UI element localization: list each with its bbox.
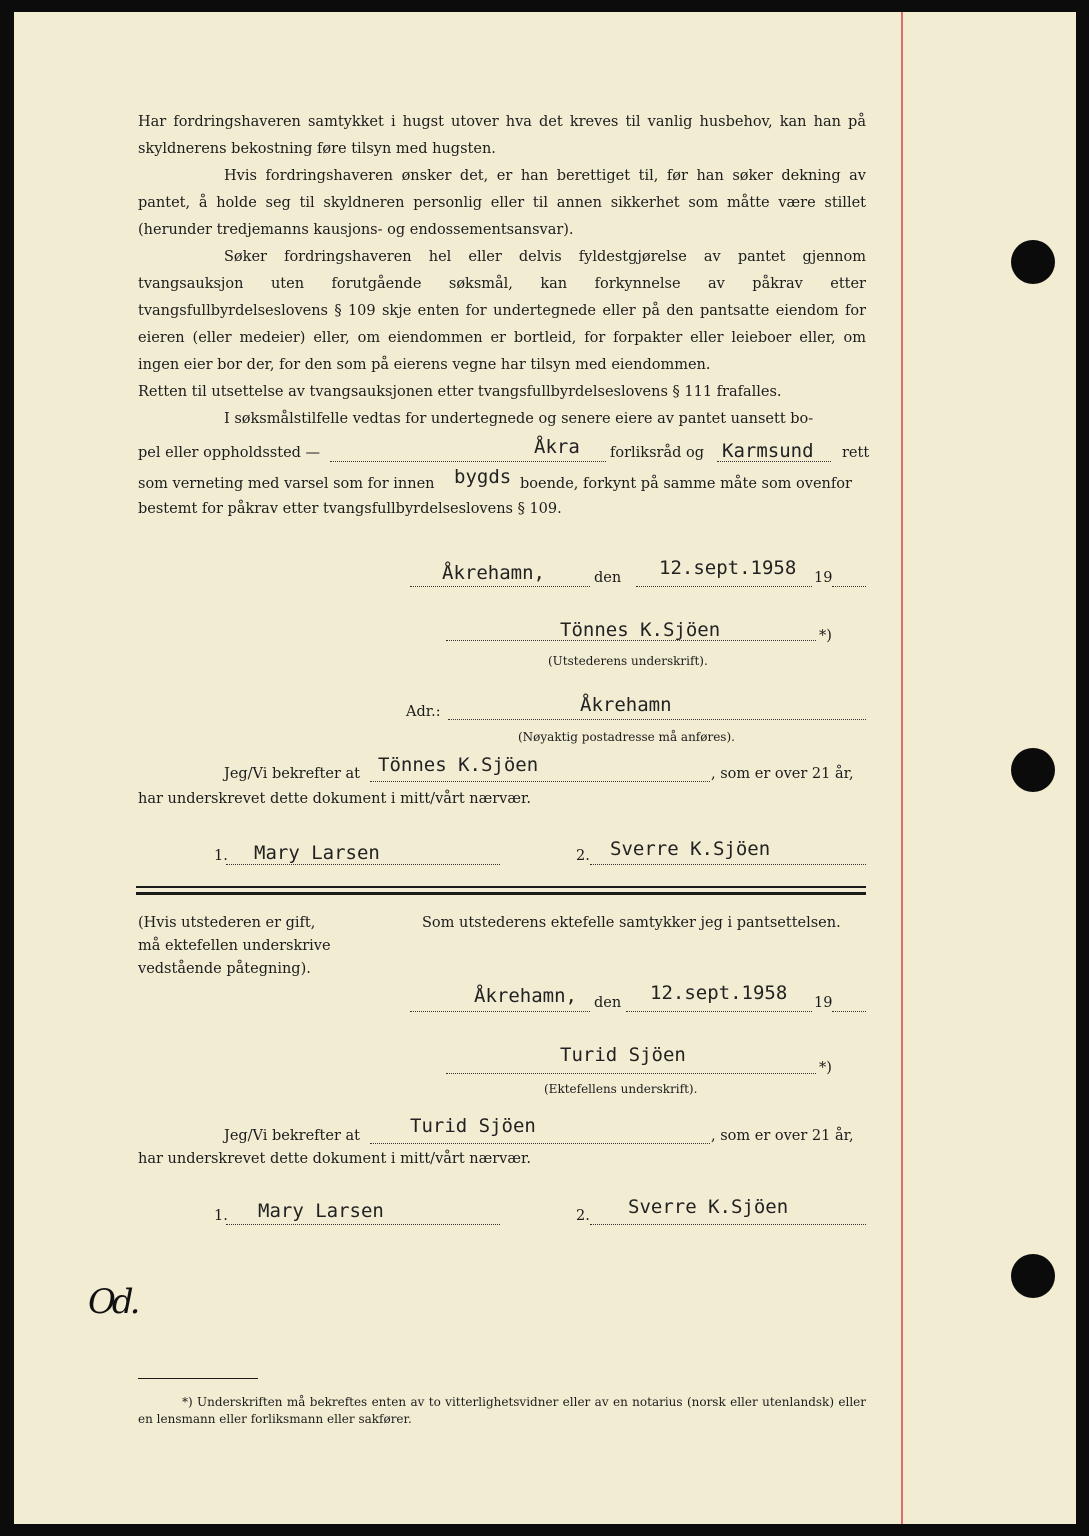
handwritten-initials: Od. — [88, 1282, 137, 1322]
venue-line2-prefix: som verneting med varsel som for innen — [138, 476, 435, 492]
punch-hole — [1011, 1254, 1055, 1298]
confirm-suffix: , som er over 21 år, — [711, 766, 854, 782]
spouse-signature-field — [446, 1073, 816, 1074]
issuer-address: Åkrehamn — [580, 694, 672, 716]
date-field — [636, 586, 812, 587]
spouse-confirm-suffix: , som er over 21 år, — [711, 1128, 854, 1144]
spouse-witness2-name: Sverre K.Sjöen — [628, 1196, 789, 1218]
spouse-signature: Turid Sjöen — [560, 1044, 686, 1066]
document-page — [14, 12, 1076, 1524]
paragraph-hugst: Har fordringshaveren samtykket i hugst utover hva det kreves til vanlig husbehov, kan han på skyldnerens bekostning føre tilsyn med hugsten. — [138, 114, 866, 157]
paragraph-tvangsauksjon: Søker fordringshaveren hel eller delvis fyldestgjørelse av pantet gjennom tvangsauksjon uten forutgående søksmål, kan forkynnelse av påkrav etter tvangsfullbyrdelseslovens § 109 skje enten for undertegnede eller på den pantsatte eiendom for eieren (eller medeier) eller, om eiendommen er bortleid, for forpakter eller leieboer eller, om ingen eier bor der, for den som på eierens vegne har tilsyn med eiendommen. — [138, 249, 866, 373]
venue-line3: bestemt for påkrav etter tvangsfullbyrdelseslovens § 109. — [138, 501, 562, 517]
court-name-field — [330, 461, 606, 462]
confirm-prefix: Jeg/Vi bekrefter at — [224, 766, 360, 782]
spouse-year-prefix: 19 — [814, 995, 833, 1011]
punch-hole — [1011, 240, 1055, 284]
divider-rule — [136, 886, 866, 888]
paragraph-utsettelse: Retten til utsettelse av tvangsauksjonen etter tvangsfullbyrdelseslovens § 111 frafalles. — [138, 384, 782, 400]
issuer-date: 12.sept.1958 — [659, 557, 797, 579]
spouse-witness1-name: Mary Larsen — [258, 1200, 384, 1222]
spouse-signature-caption: (Ektefellens underskrift). — [544, 1082, 698, 1096]
spouse-confirm-line2: har underskrevet dette dokument i mitt/vårt nærvær. — [138, 1151, 531, 1167]
confirm-name: Tönnes K.Sjöen — [378, 754, 539, 776]
witness2-name: Sverre K.Sjöen — [610, 838, 771, 860]
spouse-date: 12.sept.1958 — [650, 982, 788, 1004]
spouse-signature-asterisk: *) — [819, 1060, 832, 1076]
spouse-place-field — [410, 1011, 590, 1012]
spouse-place: Åkrehamn, — [474, 985, 577, 1007]
spouse-note-line2: må ektefellen underskrive — [138, 938, 331, 954]
issuer-signature: Tönnes K.Sjöen — [560, 619, 721, 641]
spouse-confirm-name: Turid Sjöen — [410, 1115, 536, 1137]
witness1-number: 1. — [214, 848, 228, 864]
venue-prefix: pel eller oppholdssted — — [138, 445, 321, 461]
signature-asterisk: *) — [819, 628, 832, 644]
den-label: den — [594, 570, 622, 586]
footnote: *) Underskriften må bekreftes enten av to vitterlighetsvidner eller av en notarius (norsk eller utenlandsk) eller en lensmann eller forliksmann eller sakfører. — [138, 1395, 866, 1426]
witness2-field — [590, 864, 866, 865]
city-court-value: Karmsund — [722, 440, 814, 462]
address-label: Adr.: — [406, 704, 441, 720]
spouse-witness2-number: 2. — [576, 1208, 590, 1224]
court-name-value: Åkra — [534, 436, 580, 458]
paragraph-soksmal: I søksmålstilfelle vedtas for undertegnede og senere eiere av pantet uansett bo- — [224, 411, 814, 427]
spouse-note-line1: (Hvis utstederen er gift, — [138, 915, 316, 931]
city-court-field — [717, 461, 831, 462]
spouse-witness1-number: 1. — [214, 1208, 228, 1224]
year-field — [832, 586, 866, 587]
spouse-witness1-field — [226, 1224, 500, 1225]
venue-mid: forliksråd og — [610, 445, 705, 461]
witness2-number: 2. — [576, 848, 590, 864]
punch-hole — [1011, 748, 1055, 792]
red-margin-line — [901, 12, 903, 1524]
spouse-note-line3: vedstående påtegning). — [138, 961, 311, 977]
issuer-signature-caption: (Utstederens underskrift). — [548, 654, 708, 668]
place-field — [410, 586, 590, 587]
confirm-line2: har underskrevet dette dokument i mitt/vårt nærvær. — [138, 791, 531, 807]
spouse-confirm-prefix: Jeg/Vi bekrefter at — [224, 1128, 360, 1144]
issuer-place: Åkrehamn, — [442, 562, 545, 584]
venue-line2-suffix: boende, forkynt på samme måte som ovenfor — [520, 476, 852, 492]
spouse-confirm-name-field — [370, 1143, 710, 1144]
bygds-value: bygds — [454, 466, 512, 488]
address-field — [448, 719, 866, 720]
spouse-witness2-field — [590, 1224, 866, 1225]
divider-rule — [136, 892, 866, 895]
spouse-year-field — [832, 1011, 866, 1012]
spouse-den-label: den — [594, 995, 622, 1011]
spouse-consent: Som utstederens ektefelle samtykker jeg i pantsettelsen. — [422, 915, 841, 931]
confirm-name-field — [370, 781, 710, 782]
year-prefix: 19 — [814, 570, 833, 586]
witness1-field — [226, 864, 500, 865]
footnote-rule — [138, 1378, 258, 1379]
witness1-name: Mary Larsen — [254, 842, 380, 864]
address-caption: (Nøyaktig postadresse må anføres). — [518, 730, 735, 744]
spouse-date-field — [626, 1011, 812, 1012]
venue-suffix: rett — [842, 445, 870, 461]
paragraph-fordringshaveren: Hvis fordringshaveren ønsker det, er han berettiget til, før han søker dekning av pantet, å holde seg til skyldneren personlig eller til annen sikkerhet som måtte være stillet (herunder tredjemanns kausjons- og endossementsansvar). — [138, 168, 866, 238]
